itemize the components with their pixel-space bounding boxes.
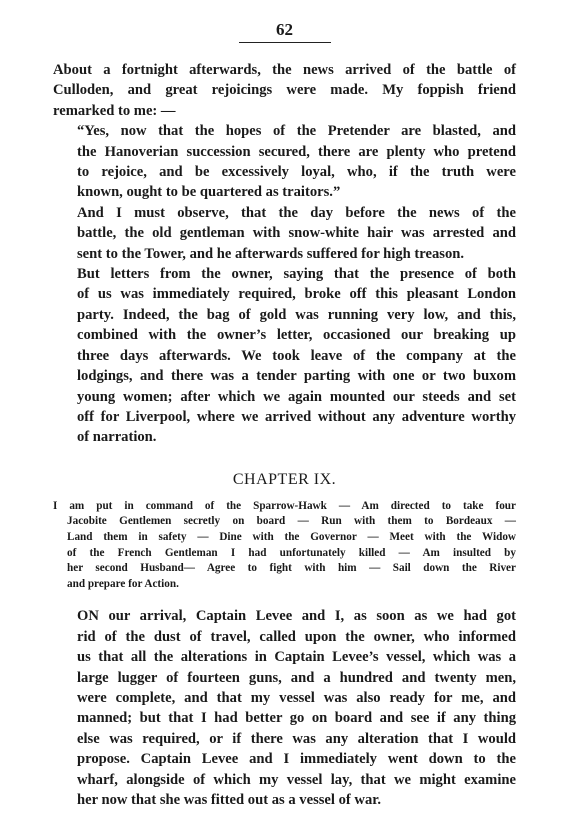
paragraph-p2 bbox=[53, 121, 516, 203]
text-line: the Hanoverian succession secured, there are plenty who pretend bbox=[77, 143, 516, 160]
chapter-title: CHAPTER IX. bbox=[232, 470, 337, 488]
paragraph-p4 bbox=[53, 264, 516, 448]
text-line: But letters from the owner, saying that the presence of both bbox=[77, 266, 516, 283]
text-line: propose. Captain Levee and I immediately went down to the bbox=[77, 751, 516, 768]
text-line: were complete, and that my vessel was also ready for me, and bbox=[77, 689, 516, 706]
chapter-summary bbox=[53, 499, 516, 593]
text-line: us that all the alterations in Captain Levee’s vessel, which was a bbox=[77, 649, 516, 666]
text-line: party. Indeed, the bag of gold was running very low, and this, bbox=[77, 306, 516, 323]
paragraph-p5 bbox=[53, 606, 516, 810]
text-line: And I must observe, that the day before the news of the bbox=[77, 204, 516, 221]
text-line: else was required, or if there was any alteration that I would bbox=[77, 730, 516, 747]
body-text-bottom bbox=[53, 606, 516, 810]
summary-line: and prepare for Action. bbox=[67, 577, 179, 590]
page-number: 62 bbox=[276, 20, 293, 39]
text-line: to rejoice, and be excessively loyal, who, if the truth were bbox=[77, 164, 516, 181]
text-line: off for Liverpool, where we arrived without any adventure worthy bbox=[77, 408, 516, 425]
text-line: three days afterwards. We took leave of the company at the bbox=[77, 347, 516, 364]
paragraph-p3 bbox=[53, 203, 516, 264]
text-line: large lugger of fourteen guns, and a hundred and twenty men, bbox=[77, 669, 516, 686]
summary-line: of the French Gentleman I had unfortunately killed — Am insulted by bbox=[67, 546, 516, 559]
text-line: sent to the Tower, and he afterwards suffered for high treason. bbox=[77, 245, 465, 262]
body-text-top bbox=[53, 60, 516, 448]
text-line: About a fortnight afterwards, the news arrived of the battle of bbox=[53, 62, 516, 78]
text-line: manned; but that I had better go on board and see if any thing bbox=[77, 710, 516, 727]
text-line: of narration. bbox=[77, 429, 157, 446]
summary-line: her second Husband— Agree to fight with him — Sail down the River bbox=[67, 562, 516, 575]
summary-line: Jacobite Gentlemen secretly on board — Run with them to Bordeaux — bbox=[67, 515, 516, 528]
text-line: combined with the owner’s letter, occasioned our breaking up bbox=[77, 327, 516, 344]
text-line: remarked to me: — bbox=[53, 102, 176, 119]
paragraph-p1 bbox=[53, 60, 516, 121]
text-line: known, ought to be quartered as traitors.” bbox=[77, 184, 341, 201]
text-line: young women; after which we again mounted our steeds and set bbox=[77, 388, 516, 405]
header-rule bbox=[239, 42, 331, 43]
text-line: of us was immediately required, broke off this pleasant London bbox=[77, 286, 516, 303]
summary-line: Land them in safety — Dine with the Governor — Meet with the Widow bbox=[67, 530, 516, 543]
text-line: rid of the dust of travel, called upon the owner, who informed bbox=[77, 628, 516, 645]
text-line: her now that she was fitted out as a vessel of war. bbox=[77, 791, 382, 808]
text-line: ON our arrival, Captain Levee and I, as soon as we had got bbox=[77, 608, 516, 625]
text-line: Culloden, and great rejoicings were made. My foppish friend bbox=[53, 82, 516, 99]
text-line: wharf, alongside of which my vessel lay, that we might examine bbox=[77, 771, 516, 788]
text-line: battle, the old gentleman with snow-white hair was arrested and bbox=[77, 225, 516, 242]
book-page bbox=[53, 20, 516, 810]
text-line: lodgings, and there was a tender parting with one or two buxom bbox=[77, 368, 516, 385]
text-line: “Yes, now that the hopes of the Pretender are blasted, and bbox=[77, 123, 516, 140]
summary-line: I am put in command of the Sparrow-Hawk — Am directed to take four bbox=[53, 499, 516, 512]
